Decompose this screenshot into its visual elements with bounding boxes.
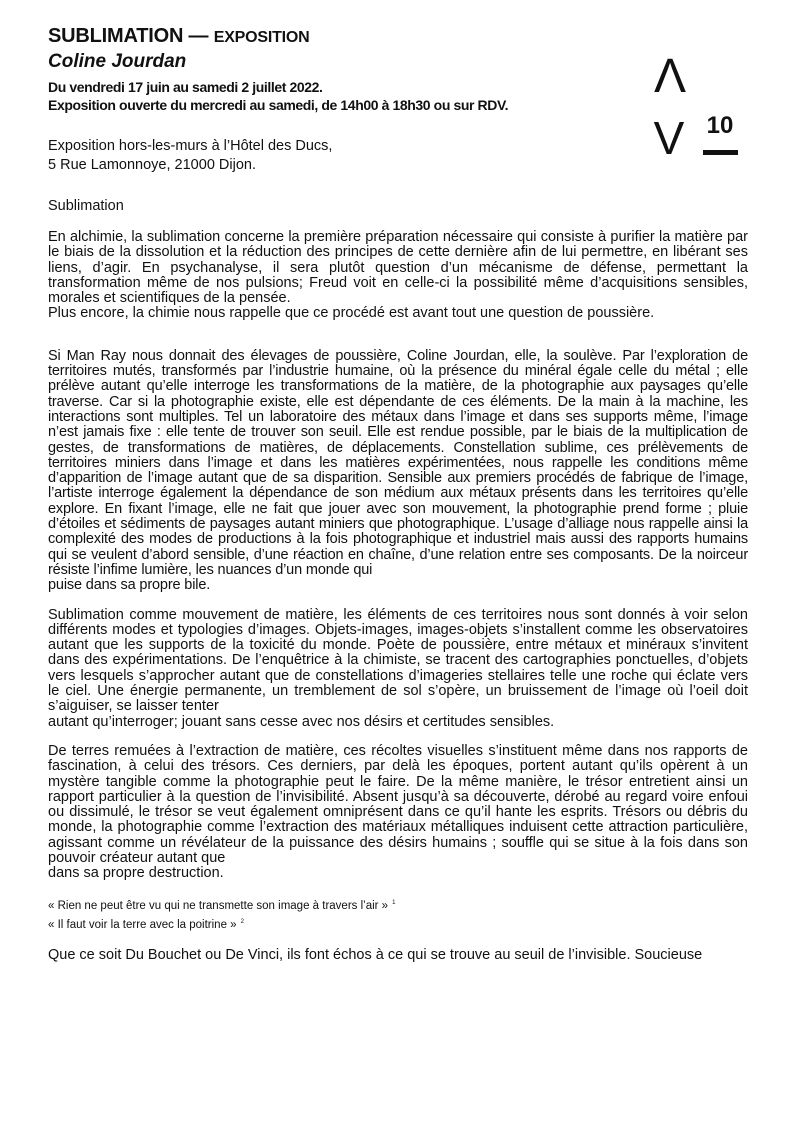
title-suffix: EXPOSITION	[213, 29, 310, 46]
paragraph-3	[48, 608, 748, 730]
logo-v: V	[653, 112, 685, 162]
title-main: SUBLIMATION	[48, 25, 184, 47]
paragraph-text-end: dans sa propre destruction.	[48, 865, 224, 882]
quote-text: « Rien ne peut être vu qui ne transmette son image à travers l’air »	[48, 899, 389, 912]
exhibition-dates	[48, 78, 748, 114]
closing-paragraph: Que ce soit Du Bouchet ou De Vinci, ils font échos à ce qui se trouve au seuil de l’invisible. Soucieuse	[48, 946, 703, 963]
footnote-marker: 2	[240, 918, 244, 925]
quotes-block	[48, 895, 748, 933]
exhibition-location	[48, 137, 748, 175]
hours-line: Exposition ouverte du mercredi au samedi, de 14h00 à 18h30 ou sur RDV.	[48, 97, 509, 113]
logo-ten: 10	[706, 112, 734, 139]
footnote-marker: 1	[392, 899, 396, 906]
paragraph-text: En alchimie, la sublimation concerne la première préparation nécessaire qui consiste à purifier la matière par le biais de la dissolution et la réduction des principes de cette dernière afin de lui permettre, en libérant ses liens, d’agir. En psychanalyse, il sera plutôt question d’un mécanisme de défense, permettant la transformation même de nos pulsions; Freud voit en celle-ci la possibilité même d’acquisitions sensibles, morales et scientifiques de la pensée.	[48, 229, 748, 307]
quote-text: « Il faut voir la terre avec la poitrine »	[48, 918, 237, 931]
artist-name: Coline Jourdan	[48, 51, 187, 72]
paragraph-text-end: autant qu’interroger; jouant sans cesse avec nos désirs et certitudes sensibles.	[48, 713, 555, 730]
paragraph-text-end: puise dans sa propre bile.	[48, 577, 211, 594]
logo-lambda: Λ	[653, 50, 687, 103]
paragraph-2	[48, 349, 748, 594]
paragraph-text: Si Man Ray nous donnait des élevages de poussière, Coline Jourdan, elle, la soulève. Par l’exploration de territoires mutés, transformés par l’industrie humaine, où la présence du minéral égale celle du métal ; elle prélève autant qu’elle interroge les transformations de la matière, de la photographie aux paysages qu’elle traverse. Car si la photographie existe, elle est dépendante de ces éléments. De la main à la machine, les interactions sont multiples. Tel un laboratoire des métaux dans l’image et dans ses supports même, l’image n’est jamais fixe : elle tente de trouver son seuil. Elle est rendue possible, par le biais de la multiplication de gestes, de transformations de matières, de déplacements. Constellation sublime, ces prélèvements de territoires miniers dans l’image et dans les matières expérimentées, nous rappelle les conditions même d’apparition de l’image autant que de sa disparition. Sensible aux premiers procédés de fabrique de l’image, l’artiste interroge également la dépendance de son médium aux métaux présents dans les territoires qu’elle explore. En fixant l’image, elle ne fait que jouer avec son mouvement, la photographie prend forme ; pluie d’étoiles et sédiments de paysages autant miniers que photographique. L’usage d’alliage nous rappelle ainsi la complexité des modes de productions à la fois photographique et industriel mais aussi des rapports humains qui se veulent d’abord sensible, d’une réaction en chaîne, d’une relation entre ses composants. De la noirceur résiste l’infime lumière, les nuances d’un monde qui	[48, 347, 748, 578]
exhibition-title	[48, 24, 748, 50]
gallery-logo	[650, 50, 750, 162]
document-page	[48, 24, 748, 963]
location-address: 5 Rue Lamonnoye, 21000 Dijon.	[48, 157, 256, 173]
title-separator: —	[183, 25, 214, 47]
quote-line	[48, 895, 748, 914]
logo-underline	[703, 150, 738, 155]
quote-line	[48, 914, 748, 933]
paragraph-text: De terres remuées à l’extraction de matière, ces récoltes visuelles s’instituent même dans nos rapports de fascination, à celui des trésors. Ces derniers, par delà les époques, portent autant qu’ils opèrent à un mystère tangible comme la photographie peut le faire. De la même manière, le trésor entretient ainsi un rapport particulier à la question de l’invisibilité. Absent jusqu’à sa découverte, dérobé au regard voire enfoui ou dissimulé, le trésor se veut également omniprésent dans ce qu’il hante les esprits. Trésors ou débris du monde, la photographie comme l’extraction des matériaux métalliques induisent cette attraction particulière, agissant comme un révélateur de la puissance des désirs humains ; souffle qui se situe à la fois dans son pouvoir créateur autant que	[48, 742, 748, 866]
section-title: Sublimation	[48, 198, 124, 214]
location-venue: Exposition hors-les-murs à l’Hôtel des Ducs,	[48, 138, 333, 154]
logo-glyphs	[654, 50, 738, 162]
paragraph-4	[48, 744, 748, 882]
paragraph-text-end: Plus encore, la chimie nous rappelle que ce procédé est avant tout une question de poussière.	[48, 305, 655, 322]
paragraph-text: Sublimation comme mouvement de matière, les éléments de ces territoires nous sont donnés à voir selon différents modes et typologies d’images. Objets-images, images-objets s’installent comme les observatoires autant que les supports de la toxicité du monde. Poète de poussière, entre métaux et minéraux s’invitent dans des expérimentations. De l’enquêtrice à la chimiste, se tracent des cartographies ponctuelles, d’objets vers lesquels s’approcher autant que de constellations d’imageries stellaires telle une roche qui éclate vers le ciel. Une énergie permanente, un tremblement de sol s’opère, un bruissement de l’image où l’oeil doit s’aiguiser, se laisser tenter	[48, 606, 748, 715]
paragraph-1	[48, 230, 748, 322]
dates-line: Du vendredi 17 juin au samedi 2 juillet 2022.	[48, 79, 323, 95]
